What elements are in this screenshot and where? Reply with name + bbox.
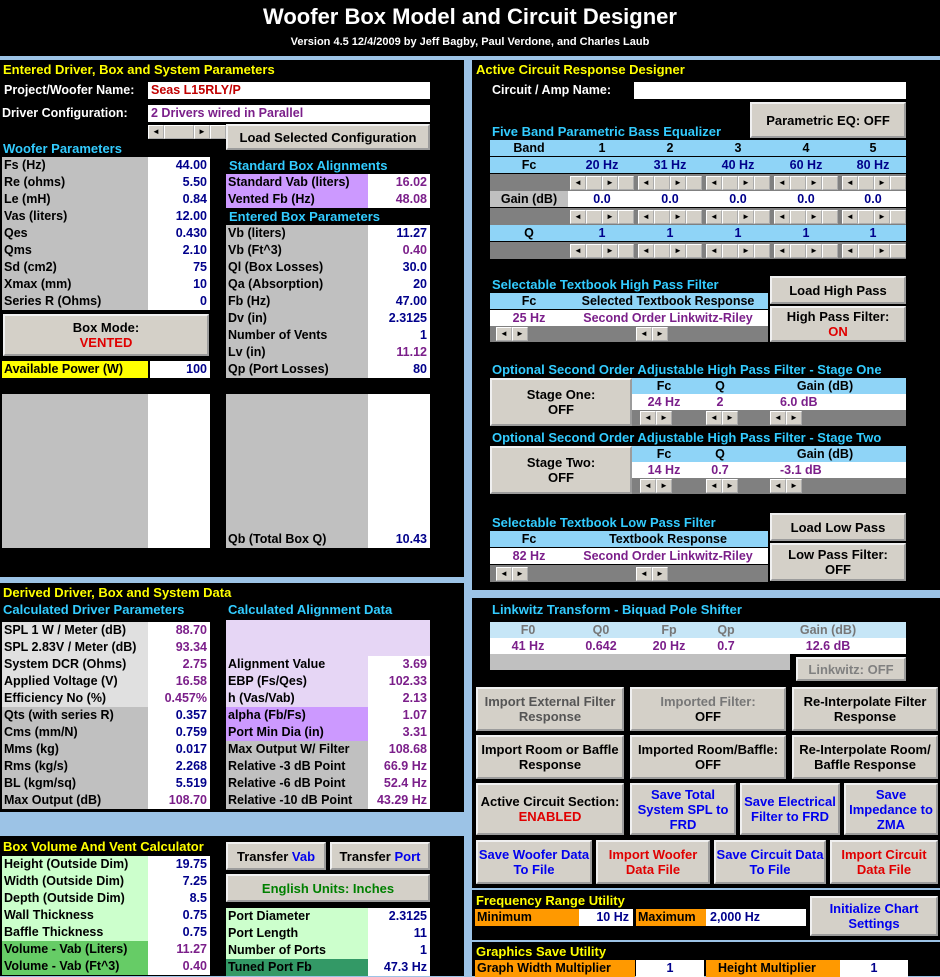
s2-spinner[interactable]: ◄ ►	[770, 479, 802, 493]
s1-spinner[interactable]: ◄ ►	[640, 411, 672, 425]
peq-spinner[interactable]: ◄ ►	[774, 210, 838, 224]
section-entered-params: Entered Driver, Box and System Parameters	[3, 62, 275, 77]
box-param-label: Number of Vents	[226, 327, 368, 344]
project-input[interactable]: Seas L15RLY/P	[148, 82, 430, 99]
woofer-param-label: Qms	[2, 242, 148, 259]
s2-button[interactable]	[490, 446, 632, 494]
woofer-param-value[interactable]: 0.430	[148, 225, 210, 242]
peq-gain-2[interactable]: 0.0	[636, 191, 704, 207]
peq-q-3[interactable]: 1	[704, 225, 772, 241]
s2-spinner[interactable]: ◄ ►	[706, 479, 738, 493]
calc-driver-value: 93.34	[148, 639, 210, 656]
box-param-value[interactable]: 80	[368, 361, 430, 378]
lp-fc-value[interactable]: 82 Hz	[490, 548, 568, 564]
calc-align-label: alpha (Fb/Fs)	[226, 707, 368, 724]
calc-align-label: Relative -10 dB Point	[226, 792, 368, 809]
volume-label: Width (Outside Dim)	[2, 873, 148, 890]
lt-header: Qp	[702, 622, 750, 638]
calc-driver-value: 2.268	[148, 758, 210, 775]
chart-area-1	[2, 394, 148, 548]
import-woofer-button[interactable]: Import Woofer Data File	[596, 840, 710, 884]
import-ext-filter-button[interactable]: Import External Filter Response	[476, 687, 624, 731]
peq-fc-4[interactable]: 60 Hz	[772, 157, 840, 173]
hp-resp-header: Selected Textbook Response	[568, 293, 768, 309]
box-param-value[interactable]: 11.27	[368, 225, 430, 242]
peq-spinner[interactable]: ◄ ►	[570, 210, 634, 224]
app-subtitle: Version 4.5 12/4/2009 by Jeff Bagby, Paul Verdone, and Charles Laub	[290, 36, 650, 48]
port-label: Port Length	[226, 925, 368, 942]
hp-filter-value: ON	[828, 324, 848, 339]
s1-value: OFF	[548, 402, 574, 417]
calc-driver-title: Calculated Driver Parameters	[3, 602, 185, 617]
woofer-param-value[interactable]: 5.50	[148, 174, 210, 191]
box-mode-label: Box Mode:	[72, 320, 140, 335]
port-value[interactable]: 11	[368, 925, 430, 942]
app-title: Woofer Box Model and Circuit Designer	[263, 4, 677, 29]
woofer-param-label: Series R (Ohms)	[2, 293, 148, 310]
save-elec-button[interactable]: Save Electrical Filter to FRD	[740, 783, 840, 835]
volume-value[interactable]: 0.75	[148, 907, 210, 924]
calc-driver-value: 16.58	[148, 673, 210, 690]
peq-gain-label: Gain (dB)	[490, 191, 568, 207]
lt-value[interactable]: 20 Hz	[636, 638, 702, 654]
hp-title: Selectable Textbook High Pass Filter	[492, 277, 719, 292]
project-label: Project/Woofer Name:	[2, 82, 146, 99]
s1-label: Stage One:	[526, 387, 596, 402]
woofer-param-value[interactable]: 75	[148, 259, 210, 276]
peq-band-1: 1	[568, 140, 636, 156]
lp-resp-value[interactable]: Second Order Linkwitz-Riley	[568, 548, 768, 564]
s1-value[interactable]: 6.0 dB	[744, 394, 906, 410]
calc-driver-value: 0.357	[148, 707, 210, 724]
s1-header: Gain (dB)	[744, 378, 906, 394]
calc-driver-value: 2.75	[148, 656, 210, 673]
import-circuit-button[interactable]: Import Circuit Data File	[830, 840, 938, 884]
chart-area-2	[148, 394, 210, 548]
max-input[interactable]: 2,000 Hz	[706, 909, 806, 926]
port-value[interactable]: 2.3125	[368, 908, 430, 925]
lt-value[interactable]: 41 Hz	[490, 638, 566, 654]
import-room-button[interactable]: Import Room or Baffle Response	[476, 735, 624, 779]
lt-title: Linkwitz Transform - Biquad Pole Shifter	[492, 602, 742, 617]
s2-header: Fc	[632, 446, 696, 462]
s2-value: OFF	[548, 470, 574, 485]
calc-driver-label: SPL 2.83V / Meter (dB)	[2, 639, 148, 656]
peq-q-label: Q	[490, 225, 568, 241]
calc-driver-label: Applied Voltage (V)	[2, 673, 148, 690]
lt-header: Gain (dB)	[750, 622, 906, 638]
imported-room-label: Imported Room/Baffle:	[637, 742, 779, 757]
transfer-port-label: Transfer	[339, 848, 391, 864]
std-align-title: Standard Box Alignments	[229, 158, 388, 173]
reinterp-filter-button[interactable]: Re-Interpolate Filter Response	[792, 687, 938, 731]
s1-value[interactable]: 2	[696, 394, 744, 410]
lp-title: Selectable Textbook Low Pass Filter	[492, 515, 716, 530]
peq-fc-3[interactable]: 40 Hz	[704, 157, 772, 173]
max-label: Maximum	[636, 909, 706, 926]
transfer-vab-button[interactable]	[226, 842, 326, 870]
peq-fc-2[interactable]: 31 Hz	[636, 157, 704, 173]
calc-align-label: Relative -3 dB Point	[226, 758, 368, 775]
hp-fc-header: Fc	[490, 293, 568, 309]
calc-align-value: 3.69	[368, 656, 430, 673]
port-label: Port Diameter	[226, 908, 368, 925]
s2-value[interactable]: 0.7	[696, 462, 744, 478]
box-param-value[interactable]: 30.0	[368, 259, 430, 276]
active-circuit-value: ENABLED	[518, 809, 582, 824]
peq-fc-label: Fc	[490, 157, 568, 173]
lp-resp-spinner[interactable]: ◄ ►	[636, 567, 668, 581]
calc-driver-label: BL (kgm/sq)	[2, 775, 148, 792]
peq-gain-4[interactable]: 0.0	[772, 191, 840, 207]
calc-align-value: 66.9 Hz	[368, 758, 430, 775]
transfer-port-target: Port	[394, 848, 421, 864]
std-align-value: 16.02	[368, 174, 430, 191]
config-input[interactable]: 2 Drivers wired in Parallel	[148, 105, 430, 122]
calc-driver-value: 0.017	[148, 741, 210, 758]
lt-header: Fp	[636, 622, 702, 638]
volume-value[interactable]: 0.75	[148, 924, 210, 941]
std-align-value: 48.08	[368, 191, 430, 208]
volume-value[interactable]: 19.75	[148, 856, 210, 873]
box-param-label: Vb (liters)	[226, 225, 368, 242]
calc-driver-value: 0.457%	[148, 690, 210, 707]
s2-header: Q	[696, 446, 744, 462]
transfer-vab-label: Transfer	[236, 848, 289, 864]
s1-spin-row	[632, 410, 906, 426]
calc-driver-label: Qts (with series R)	[2, 707, 148, 724]
calc-driver-label: Mms (kg)	[2, 741, 148, 758]
units-button[interactable]: English Units: Inches	[226, 874, 430, 902]
section-volume: Box Volume And Vent Calculator	[3, 839, 204, 854]
s2-label: Stage Two:	[526, 455, 596, 470]
box-param-label: Qa (Absorption)	[226, 276, 368, 293]
section-active: Active Circuit Response Designer	[476, 62, 685, 77]
lt-value[interactable]: 0.642	[566, 638, 636, 654]
s2-spinner[interactable]: ◄ ►	[640, 479, 672, 493]
avail-power-input[interactable]: 100	[150, 361, 210, 378]
calc-align-label: h (Vas/Vab)	[226, 690, 368, 707]
peq-band-4: 4	[772, 140, 840, 156]
box-param-label: Vb (Ft^3)	[226, 242, 368, 259]
transfer-port-button[interactable]	[330, 842, 430, 870]
box-param-value[interactable]: 20	[368, 276, 430, 293]
calc-driver-value: 88.70	[148, 622, 210, 639]
circuit-label: Circuit / Amp Name:	[492, 83, 612, 97]
box-param-value[interactable]: 0.40	[368, 242, 430, 259]
peq-gain-5[interactable]: 0.0	[840, 191, 906, 207]
calc-driver-label: Max Output (dB)	[2, 792, 148, 809]
hm-input[interactable]: 1	[840, 960, 908, 977]
volume-label: Baffle Thickness	[2, 924, 148, 941]
peq-title: Five Band Parametric Bass Equalizer	[492, 124, 722, 139]
calc-driver-label: Cms (mm/N)	[2, 724, 148, 741]
volume-value[interactable]: 11.27	[148, 941, 210, 958]
section-derived: Derived Driver, Box and System Data	[3, 585, 232, 600]
lt-header: F0	[490, 622, 566, 638]
peq-spinner[interactable]: ◄ ►	[638, 210, 702, 224]
woofer-param-label: Fs (Hz)	[2, 157, 148, 174]
volume-label: Height (Outside Dim)	[2, 856, 148, 873]
port-label: Number of Ports	[226, 942, 368, 959]
load-lp-button[interactable]: Load Low Pass	[770, 513, 906, 541]
peq-q-4[interactable]: 1	[772, 225, 840, 241]
calc-driver-label: Rms (kg/s)	[2, 758, 148, 775]
peq-gain-3[interactable]: 0.0	[704, 191, 772, 207]
save-spl-button[interactable]: Save Total System SPL to FRD	[630, 783, 736, 835]
calc-align-value: 3.31	[368, 724, 430, 741]
box-param-label: Qp (Port Losses)	[226, 361, 368, 378]
volume-label: Depth (Outside Dim)	[2, 890, 148, 907]
freq-title: Frequency Range Utility	[476, 893, 625, 908]
hp-fc-value[interactable]: 25 Hz	[490, 310, 568, 326]
woofer-param-value[interactable]: 44.00	[148, 157, 210, 174]
calc-align-label: Alignment Value	[226, 656, 368, 673]
calc-driver-label: SPL 1 W / Meter (dB)	[2, 622, 148, 639]
port-value[interactable]: 47.3 Hz	[368, 959, 430, 976]
lp-filter-label: Low Pass Filter:	[788, 547, 888, 562]
calc-align-label: Max Output W/ Filter	[226, 741, 368, 758]
box-param-value[interactable]: 47.00	[368, 293, 430, 310]
s1-header: Q	[696, 378, 744, 394]
box-param-label: Ql (Box Losses)	[226, 259, 368, 276]
lp-filter-value: OFF	[825, 562, 851, 577]
lp-spin-row	[490, 565, 768, 582]
woofer-param-value[interactable]: 2.10	[148, 242, 210, 259]
hp-resp-value[interactable]: Second Order Linkwitz-Riley	[568, 310, 768, 326]
init-chart-button[interactable]: Initialize Chart Settings	[810, 896, 938, 936]
box-mode-value: VENTED	[79, 335, 133, 350]
port-label: Tuned Port Fb	[226, 959, 368, 976]
woofer-params-title: Woofer Parameters	[3, 141, 122, 156]
calc-align-value: 108.68	[368, 741, 430, 758]
peq-band-3: 3	[704, 140, 772, 156]
circuit-input[interactable]	[634, 82, 906, 99]
woofer-param-value[interactable]: 0	[148, 293, 210, 310]
calc-align-blank	[226, 620, 430, 656]
peq-q-2[interactable]: 1	[636, 225, 704, 241]
lp-resp-header: Textbook Response	[568, 531, 768, 547]
woofer-param-value[interactable]: 12.00	[148, 208, 210, 225]
volume-value[interactable]: 8.5	[148, 890, 210, 907]
gfx-title: Graphics Save Utility	[476, 944, 607, 959]
calc-driver-label: Efficiency No (%)	[2, 690, 148, 707]
min-input[interactable]: 10 Hz	[579, 909, 633, 926]
peq-spinner[interactable]: ◄ ►	[842, 176, 906, 190]
save-woofer-button[interactable]: Save Woofer Data To File	[476, 840, 592, 884]
peq-spinner[interactable]: ◄ ►	[638, 244, 702, 258]
entered-box-title: Entered Box Parameters	[229, 209, 381, 224]
woofer-param-value[interactable]: 10	[148, 276, 210, 293]
woofer-param-label: Xmax (mm)	[2, 276, 148, 293]
woofer-param-label: Re (ohms)	[2, 174, 148, 191]
peq-spinner[interactable]: ◄ ►	[774, 244, 838, 258]
imported-room-button[interactable]	[630, 735, 786, 779]
box-param-label: Dv (in)	[226, 310, 368, 327]
transfer-vab-target: Vab	[291, 848, 316, 864]
lt-header: Q0	[566, 622, 636, 638]
lp-fc-spinner[interactable]: ◄ ►	[496, 567, 528, 581]
hp-fc-spinner[interactable]: ◄ ►	[496, 327, 528, 341]
calc-align-value: 102.33	[368, 673, 430, 690]
calc-driver-label: System DCR (Ohms)	[2, 656, 148, 673]
woofer-param-value[interactable]: 0.84	[148, 191, 210, 208]
reinterp-room-button[interactable]: Re-Interpolate Room/ Baffle Response	[792, 735, 938, 779]
peq-spinner[interactable]: ◄ ►	[842, 244, 906, 258]
calc-driver-value: 5.519	[148, 775, 210, 792]
peq-spinner[interactable]: ◄ ►	[638, 176, 702, 190]
s2-title: Optional Second Order Adjustable High Pass Filter - Stage Two	[492, 430, 882, 445]
qb-value: 10.43	[368, 531, 430, 548]
woofer-param-label: Vas (liters)	[2, 208, 148, 225]
calc-driver-value: 0.759	[148, 724, 210, 741]
imported-filter-label: Imported Filter:	[660, 694, 756, 709]
s2-value[interactable]: -3.1 dB	[744, 462, 906, 478]
save-circuit-button[interactable]: Save Circuit Data To File	[714, 840, 826, 884]
woofer-param-label: Qes	[2, 225, 148, 242]
box-param-label: Fb (Hz)	[226, 293, 368, 310]
peq-spinner[interactable]: ◄ ►	[842, 210, 906, 224]
config-label: Driver Configuration:	[2, 106, 128, 120]
peq-fc-5[interactable]: 80 Hz	[840, 157, 906, 173]
lp-fc-header: Fc	[490, 531, 568, 547]
peq-fc-1[interactable]: 20 Hz	[568, 157, 636, 173]
gw-input[interactable]: 1	[636, 960, 704, 977]
s1-spinner[interactable]: ◄ ►	[770, 411, 802, 425]
peq-spinner[interactable]: ◄ ►	[774, 176, 838, 190]
peq-spinner[interactable]: ◄ ►	[570, 176, 634, 190]
hp-resp-spinner[interactable]: ◄ ►	[636, 327, 668, 341]
active-circuit-label: Active Circuit Section:	[480, 794, 620, 809]
hp-spin-row	[490, 326, 768, 342]
lt-spin-row	[490, 654, 790, 670]
chart-area-3	[226, 394, 368, 548]
s2-header: Gain (dB)	[744, 446, 906, 462]
volume-label: Volume - Vab (Liters)	[2, 941, 148, 958]
std-align-label: Standard Vab (liters)	[226, 174, 368, 191]
calc-align-label: EBP (Fs/Qes)	[226, 673, 368, 690]
avail-power-label: Available Power (W)	[2, 361, 148, 378]
calc-driver-value: 108.70	[148, 792, 210, 809]
active-circuit-button[interactable]	[476, 783, 624, 835]
box-mode-button[interactable]	[3, 314, 209, 356]
calc-align-label: Relative -6 dB Point	[226, 775, 368, 792]
load-config-button[interactable]: Load Selected Configuration	[226, 124, 430, 150]
peq-button[interactable]: Parametric EQ: OFF	[750, 102, 906, 138]
chart-area-4	[368, 394, 430, 548]
s1-title: Optional Second Order Adjustable High Pass Filter - Stage One	[492, 362, 882, 377]
port-value[interactable]: 1	[368, 942, 430, 959]
min-label: Minimum	[475, 909, 579, 926]
hm-label: Height Multiplier	[706, 960, 840, 977]
box-param-label: Lv (in)	[226, 344, 368, 361]
s2-spin-row	[632, 478, 906, 494]
lt-value[interactable]: 0.7	[702, 638, 750, 654]
s2-value[interactable]: 14 Hz	[632, 462, 696, 478]
imported-room-value: OFF	[695, 757, 721, 772]
s1-value[interactable]: 24 Hz	[632, 394, 696, 410]
std-align-label: Vented Fb (Hz)	[226, 191, 368, 208]
qb-label: Qb (Total Box Q)	[226, 531, 368, 548]
peq-gain-1[interactable]: 0.0	[568, 191, 636, 207]
peq-band-5: 5	[840, 140, 906, 156]
s1-spinner[interactable]: ◄ ►	[706, 411, 738, 425]
lp-filter-button[interactable]	[770, 543, 906, 581]
peq-band-2: 2	[636, 140, 704, 156]
s1-header: Fc	[632, 378, 696, 394]
calc-align-value: 2.13	[368, 690, 430, 707]
imported-filter-value: OFF	[695, 709, 721, 724]
config-spinner[interactable]: ◄ ►	[148, 125, 226, 139]
calc-align-value: 43.29 Hz	[368, 792, 430, 809]
hp-filter-button[interactable]	[770, 306, 906, 342]
calc-align-title: Calculated Alignment Data	[228, 602, 393, 617]
save-imp-button[interactable]: Save Impedance to ZMA	[844, 783, 938, 835]
volume-label: Volume - Vab (Ft^3)	[2, 958, 148, 975]
woofer-param-label: Le (mH)	[2, 191, 148, 208]
box-param-value[interactable]: 2.3125	[368, 310, 430, 327]
peq-q-5[interactable]: 1	[840, 225, 906, 241]
calc-align-value: 52.4 Hz	[368, 775, 430, 792]
lt-button[interactable]: Linkwitz: OFF	[796, 657, 906, 681]
peq-band-label: Band	[490, 140, 568, 156]
volume-value[interactable]: 0.40	[148, 958, 210, 975]
s1-button[interactable]	[490, 378, 632, 426]
peq-spinner[interactable]: ◄ ►	[706, 176, 770, 190]
peq-spinner[interactable]: ◄ ►	[706, 244, 770, 258]
peq-spinner[interactable]: ◄ ►	[706, 210, 770, 224]
hp-filter-label: High Pass Filter:	[786, 309, 890, 324]
volume-value[interactable]: 7.25	[148, 873, 210, 890]
load-hp-button[interactable]: Load High Pass	[770, 276, 906, 304]
gw-label: Graph Width Multiplier	[475, 960, 635, 977]
box-param-value[interactable]: 1	[368, 327, 430, 344]
peq-spinner[interactable]: ◄ ►	[570, 244, 634, 258]
lt-value[interactable]: 12.6 dB	[750, 638, 906, 654]
woofer-param-label: Sd (cm2)	[2, 259, 148, 276]
calc-align-label: Port Min Dia (in)	[226, 724, 368, 741]
peq-q-1[interactable]: 1	[568, 225, 636, 241]
imported-filter-button[interactable]	[630, 687, 786, 731]
volume-label: Wall Thickness	[2, 907, 148, 924]
box-param-value[interactable]: 11.12	[368, 344, 430, 361]
calc-align-value: 1.07	[368, 707, 430, 724]
